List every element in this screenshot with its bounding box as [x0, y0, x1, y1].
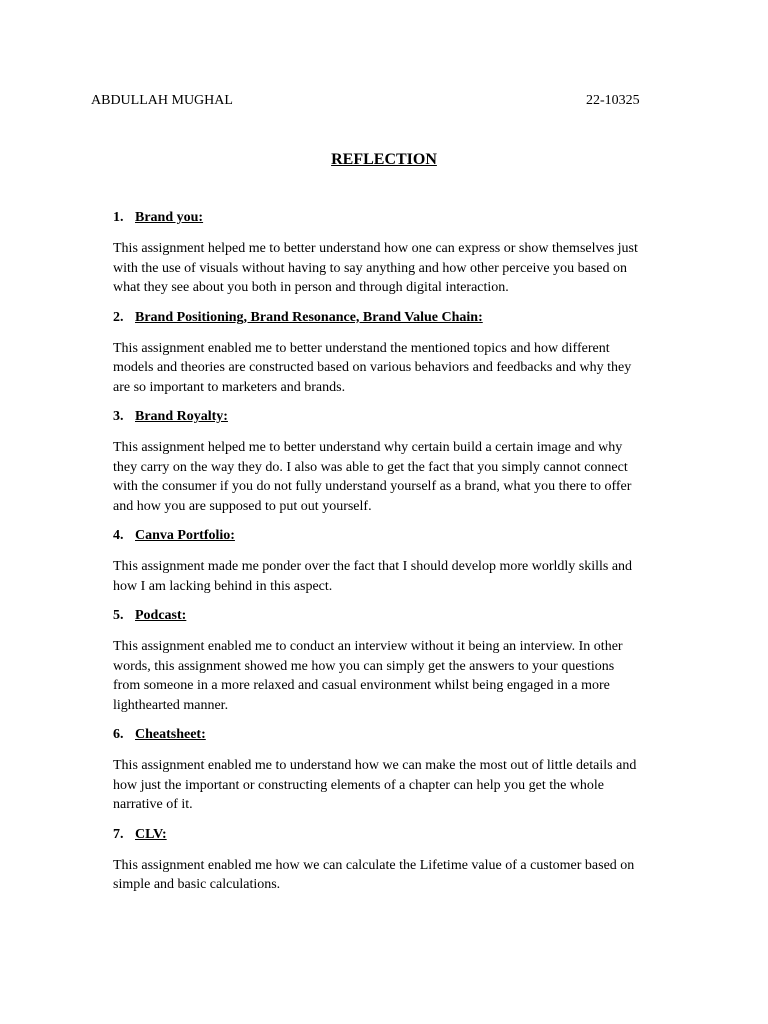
section-body — [113, 339, 683, 398]
section-number: 4. — [113, 528, 124, 543]
section-title: Brand Royalty: — [135, 409, 228, 424]
body-text-line: This assignment enabled me to conduct an interview without it being an interview. In other — [113, 639, 623, 654]
section-heading — [113, 527, 683, 545]
body-text-line: simple and basic calculations. — [113, 877, 281, 892]
body-text-line: from someone in a more relaxed and casual environment whilst being engaged in a more — [113, 678, 610, 693]
body-text-line: with the use of visuals without having to say anything and how other perceive you based on — [113, 260, 628, 276]
section-body — [113, 557, 683, 596]
body-text-line: This assignment helped me to better understand how one can express or show themselves just — [113, 241, 638, 256]
reflection-section — [113, 527, 683, 596]
section-number: 2. — [113, 309, 124, 325]
student-id: 22-10325 — [586, 93, 640, 108]
section-title: Podcast: — [135, 608, 187, 623]
body-text-line: models and theories are constructed based on various behaviors and feedbacks and why they — [113, 360, 632, 375]
reflection-section — [113, 826, 683, 895]
section-number: 1. — [113, 210, 124, 225]
body-text-line: narrative of it. — [113, 797, 193, 812]
body-text-line: words, this assignment showed me how you can simply get the answers to your questions — [113, 658, 615, 674]
reflection-sections — [113, 209, 683, 906]
body-text-line: This assignment made me ponder over the fact that I should develop more worldly skills and — [113, 559, 633, 574]
section-heading — [113, 607, 683, 625]
body-text-line: This assignment enabled me how we can calculate the Lifetime value of a customer based on — [113, 857, 635, 873]
section-number: 7. — [113, 826, 124, 842]
section-body — [113, 239, 683, 298]
body-text-line: they carry on the way they do. I also was able to get the fact that you simply cannot connect — [113, 459, 628, 475]
section-body — [113, 756, 683, 815]
section-body — [113, 856, 683, 895]
section-number: 6. — [113, 727, 124, 742]
section-heading — [113, 826, 683, 844]
body-text-line: how I am lacking behind in this aspect. — [113, 578, 333, 594]
reflection-section — [113, 726, 683, 815]
body-text-line: lighthearted manner. — [113, 697, 229, 713]
body-text-line: are so important to marketers and brands. — [113, 379, 346, 395]
section-title: Canva Portfolio: — [135, 528, 235, 543]
section-title: Brand Positioning, Brand Resonance, Brand Value Chain: — [135, 309, 483, 325]
section-heading — [113, 309, 683, 327]
body-text-line: what they see about you both in person and through digital interaction. — [113, 280, 509, 295]
body-text-line: and how you are supposed to put out yourself. — [113, 498, 372, 514]
page-title: REFLECTION — [331, 151, 437, 168]
reflection-section — [113, 408, 683, 516]
section-title: CLV: — [135, 826, 167, 842]
section-heading — [113, 408, 683, 426]
body-text-line: This assignment enabled me to understand how we can make the most out of little details and — [113, 758, 637, 773]
body-text-line: This assignment helped me to better understand why certain build a certain image and why — [113, 440, 623, 455]
section-title: Cheatsheet: — [135, 727, 206, 742]
reflection-section — [113, 607, 683, 715]
body-text-line: with the consumer if you do not fully understand yourself as a brand, what you there to offer — [113, 479, 632, 494]
section-body — [113, 637, 683, 715]
reflection-section — [113, 309, 683, 398]
section-heading — [113, 209, 683, 227]
author-name: ABDULLAH MUGHAL — [91, 93, 233, 108]
reflection-section — [113, 209, 683, 298]
body-text-line: how just the important or constructing elements of a chapter can help you get the whole — [113, 777, 605, 793]
section-number: 3. — [113, 409, 124, 424]
section-number: 5. — [113, 608, 124, 623]
section-title: Brand you: — [135, 210, 204, 225]
section-heading — [113, 726, 683, 744]
section-body — [113, 438, 683, 516]
body-text-line: This assignment enabled me to better understand the mentioned topics and how different — [113, 340, 610, 356]
